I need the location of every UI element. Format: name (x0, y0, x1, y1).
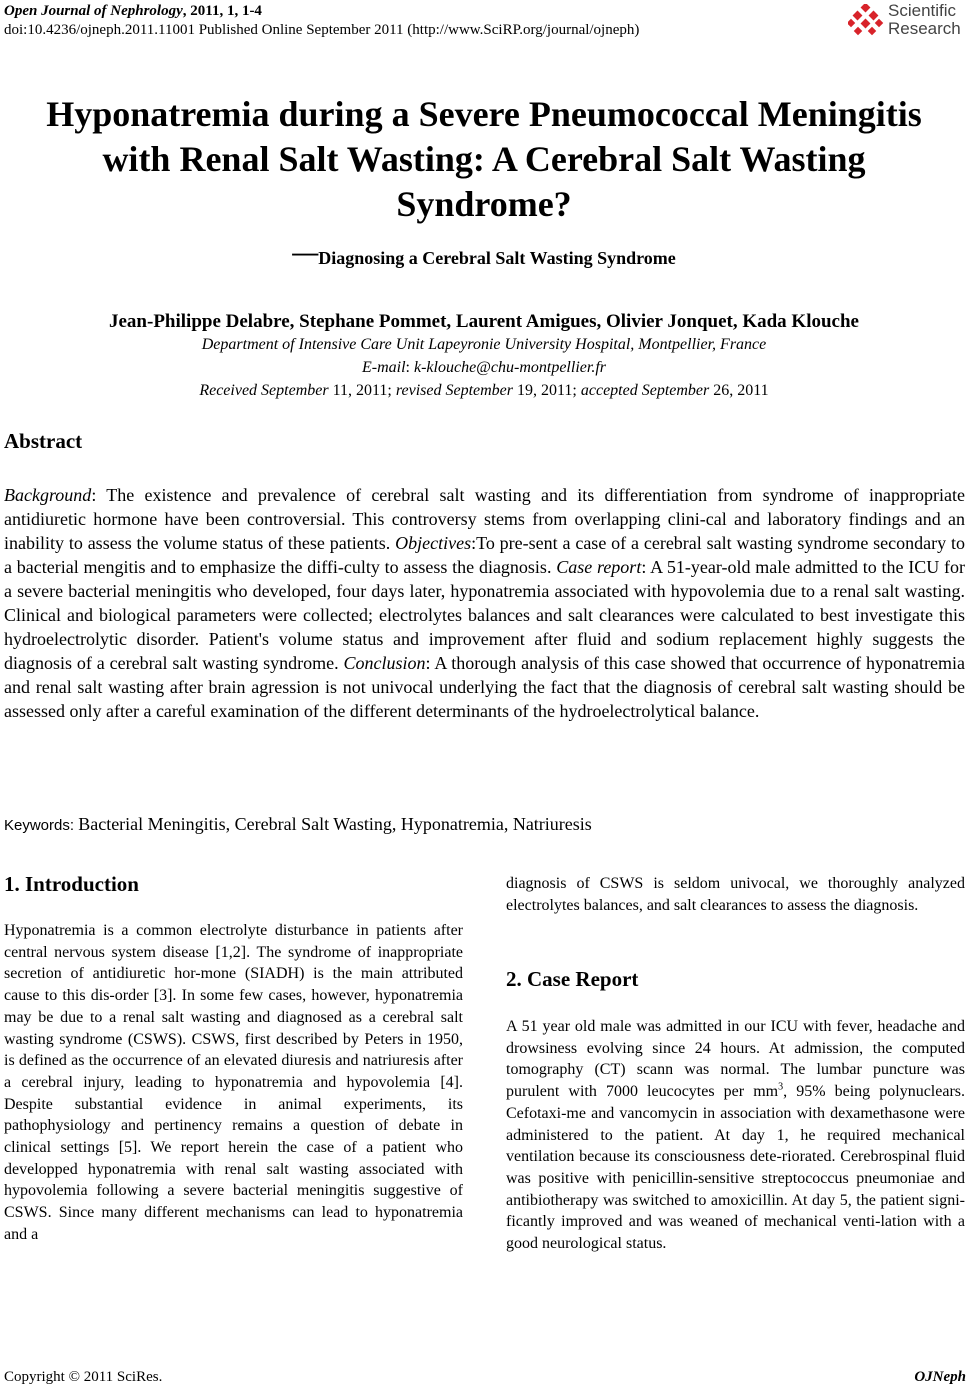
contact-email (0, 358, 968, 378)
abstract-body (4, 483, 965, 723)
email-address[interactable]: k-klouche@chu-montpellier.fr (414, 359, 606, 376)
case-report-label: Case report (556, 557, 642, 577)
email-separator: : (405, 359, 414, 376)
paper-subtitle (0, 238, 968, 269)
revised-date: 19, 2011; (513, 382, 581, 399)
revised-label: revised September (395, 382, 513, 399)
superscript: 3 (778, 1081, 784, 1093)
paper-title (0, 92, 968, 227)
journal-name: Open Journal of Nephrology (4, 3, 183, 19)
received-date: 11, 2011; (328, 382, 396, 399)
abstract-heading: Abstract (4, 429, 83, 453)
email-label: E-mail (362, 359, 406, 376)
intro-heading: 1. Introduction (4, 872, 139, 896)
accepted-label: accepted September (580, 382, 710, 399)
case-report-text-b: , 95% being polynuclears. Cefotaxi-me and vancomycin in association with dexamethasone were administered to the patient. At day 1, he required mechanical ventilation because its consciousness dete-riorated. Cerebrospinal fluid was positive with penicillin-sensitive streptococcus pneumoniae and antibiotherapy was switched to amoxicillin. At day 5, the patient signi-ficantly improved and was weaned of mechanical venti-lation with a good neurological status. (506, 1083, 966, 1253)
intro-paragraph: Hyponatremia is a common electrolyte disturbance in patients after central nervous system disease [1,2]. The syndrome of inappropriate secretion of antidiuretic hor-mone (SIADH) is the main attributed cause to this dis-order [3]. In some few cases, however, hyponatremia may be due to a renal salt wasting and diagnosed as a cerebral salt wasting syndrome (CSWS). CSWS, first described by Peters in 1950, is defined as the occurrence of an elevated diuresis and natriuresis after a cerebral injury, leading to hyponatremia and hypovolemia [4]. Despite substantial evidence in animal experiments, its pathophysiology and pertinency remains a question of debate in clinical settings [5]. We report herein the case of a patient who developped hyponatremia with renal salt wasting associated with hypovolemia following a severe bacterial meningitis suggestive of CSWS. Since many different mechanisms can lead to hyponatremia and a (4, 922, 463, 1243)
author-list: Jean-Philippe Delabre, Stephane Pommet, Laurent Amigues, Olivier Jonquet, Kada Klouche (109, 311, 859, 332)
intro-continued-paragraph: diagnosis of CSWS is seldom univocal, we thoroughly analyzed electrolytes balances, and salt clearances to assess the diagnosis. (506, 875, 965, 914)
case-report-text-a: A 51 year old male was admitted in our ICU with fever, headache and drowsiness evolving since 24 hours. At admission, the computed tomography (CT) scann was normal. The lumbar puncture was purulent with 7000 leucocytes per mm (506, 1018, 965, 1101)
logo-line-2: Research (888, 19, 961, 38)
journal-header (4, 2, 262, 20)
background-label: Background (4, 485, 92, 505)
received-label: Received September (199, 382, 329, 399)
intro-continued (506, 873, 965, 916)
conclusion-label: Conclusion (343, 653, 426, 673)
footer-copyright: Copyright © 2011 SciRes. (4, 1369, 163, 1385)
accepted-date: 26, 2011 (709, 382, 769, 399)
case-report-body (506, 1016, 965, 1255)
case-report-text: : A 51-year-old male admitted to the ICU for a severe bacterial meningitis who developed, four days later, hyponatremia associated with hypovolemia due to a renal salt wasting. Clinical and biological parameters were collected; electrolytes balances and salt clearances were calculated to best investigate this hydroelectrolytic disorder. Patient's volume status and improvement after fluid and sodium replacement highly suggests the diagnosis of a cerebral salt wasting syndrome. (4, 557, 966, 673)
footer-journal-abbrev: OJNeph (914, 1369, 966, 1385)
abstract-paragraph (4, 483, 965, 723)
keywords (4, 812, 592, 838)
conclusion-text: : A thorough analysis of this case showed that occurrence of hyponatremia and renal salt wasting after brain agression is not univocal underlying the fact that the diagnosis of cerebral salt wasting should be assessed only after a careful examination of the different determinants of the hydroelectrolytical balance. (4, 653, 965, 721)
case-report-paragraph (506, 1016, 965, 1255)
background-text: : The existence and prevalence of cerebral salt wasting and its differentiation from syndrome of inappropriate antidiuretic hormone have been controversial. This controversy stems from overlapping clini-cal and laboratory findings and an inability to assess the volume status of these patients. (4, 485, 965, 553)
title-line-2: with Renal Salt Wasting: A Cerebral Salt Wasting (102, 139, 866, 179)
objectives-text: :To pre-sent a case of a cerebral salt wasting syndrome secondary to a bacterial mengitis and to emphasize the diffi-culty to assess the diagnosis. (4, 533, 965, 577)
case-report-heading: 2. Case Report (506, 967, 639, 991)
affiliation: Department of Intensive Care Unit Lapeyronie University Hospital, Montpellier, France (201, 336, 767, 353)
journal-volume: , 2011, 1, 1-4 (182, 3, 262, 19)
title-line-1: Hyponatremia during a Severe Pneumococcal Meningitis (46, 94, 922, 134)
publisher-logo-text (888, 2, 961, 38)
publisher-logo (848, 2, 966, 42)
subtitle-dash: — (292, 238, 319, 267)
doi-line: doi:10.4236/ojneph.2011.11001 Published Online September 2011 (http://www.SciRP.org/journal/ojneph) (4, 22, 640, 38)
keywords-label: Keywords: (4, 817, 79, 834)
logo-line-1: Scientific (888, 1, 957, 20)
objectives-label: Objectives (395, 533, 472, 553)
title-line-3: Syndrome? (396, 184, 572, 224)
publication-dates (0, 381, 968, 401)
keywords-text: Bacterial Meningitis, Cerebral Salt Wasting, Hyponatremia, Natriuresis (78, 814, 592, 834)
intro-body (4, 920, 463, 1246)
publisher-logo-icon (848, 4, 884, 38)
subtitle-text: Diagnosing a Cerebral Salt Wasting Syndrome (318, 248, 676, 268)
